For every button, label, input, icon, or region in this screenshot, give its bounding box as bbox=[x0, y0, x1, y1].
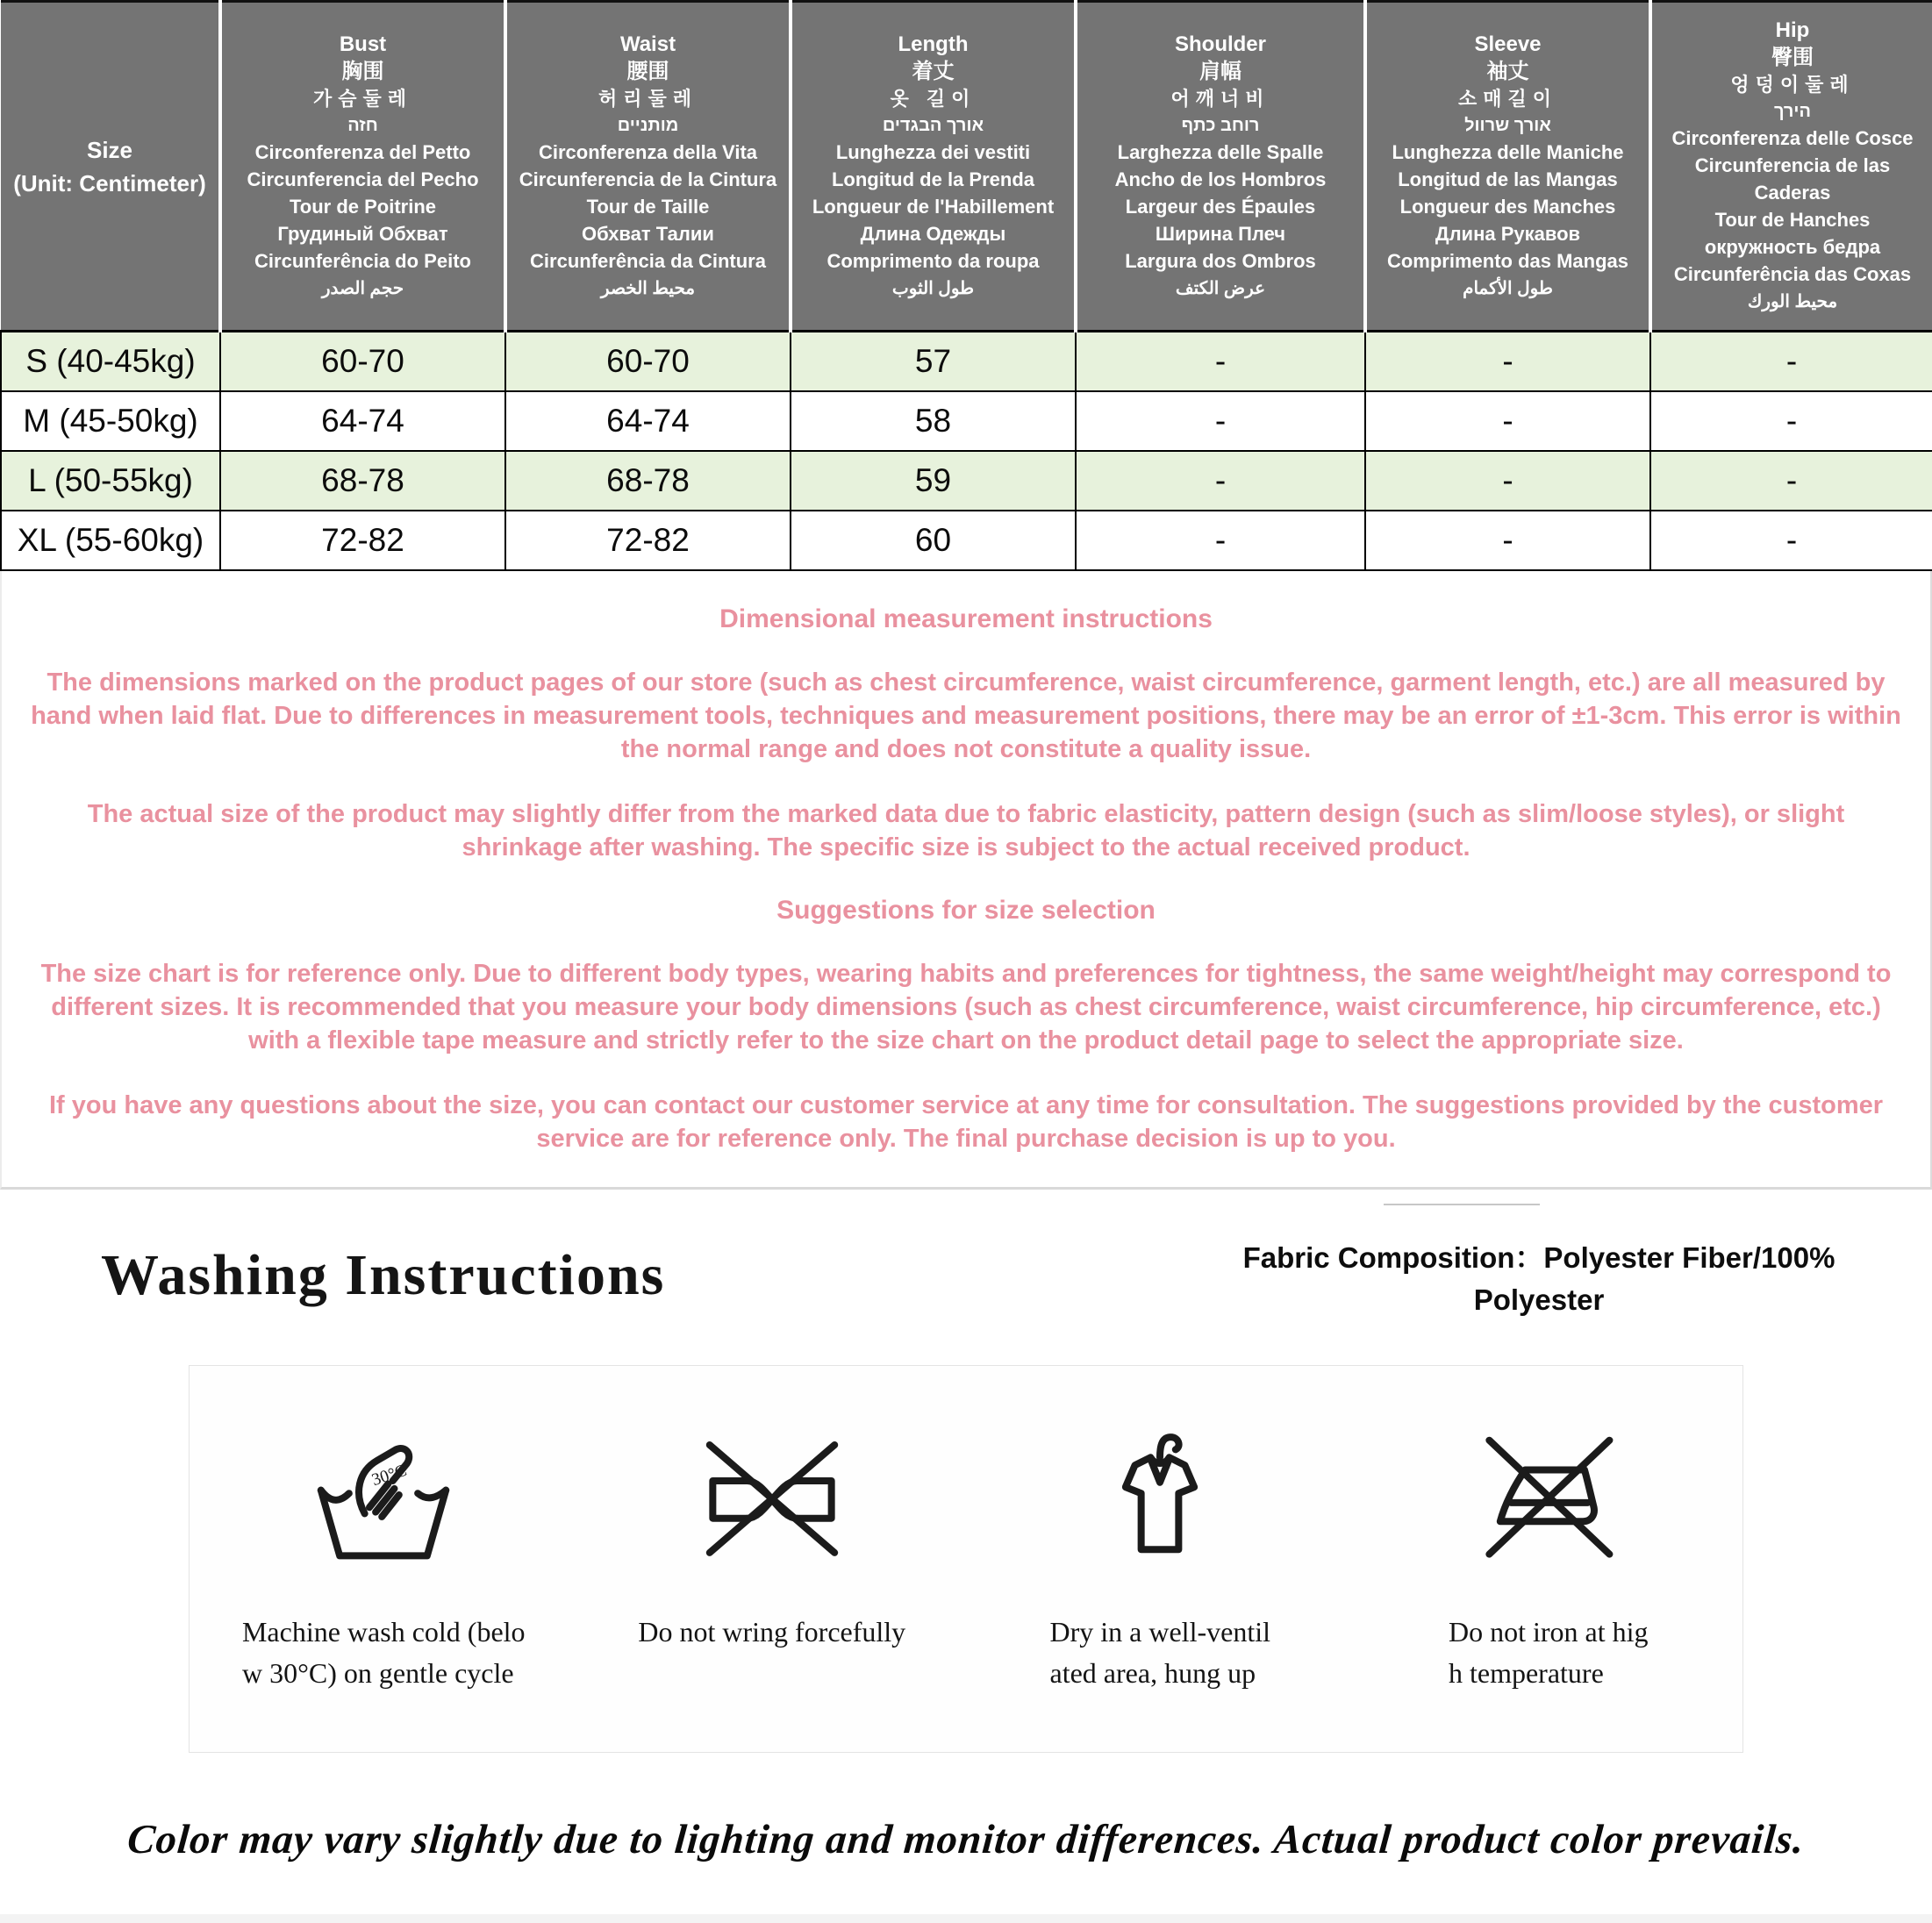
measurement-cell: 72-82 bbox=[220, 511, 505, 570]
header-line: Circunferencia de las Caderas bbox=[1694, 154, 1891, 204]
notes-paragraph: The actual size of the product may slightly differ from the marked data due to fabric elasticity, pattern design (such as slim/loose styles), or slight shrinkage after washing. The specific size is subject to the actual received product. bbox=[87, 800, 1845, 861]
fabric-composition-line: Polyester bbox=[1473, 1283, 1605, 1316]
header-line: Waist bbox=[619, 32, 676, 56]
measurement-cell: 59 bbox=[791, 451, 1076, 511]
header-line: 엉덩이둘레 bbox=[1730, 74, 1855, 96]
header-line: 袖丈 bbox=[1486, 59, 1529, 83]
measurement-cell: 68-78 bbox=[220, 451, 505, 511]
header-line: Bust bbox=[339, 32, 387, 56]
care-symbol-caption bbox=[1449, 1612, 1649, 1694]
measurement-cell: - bbox=[1365, 451, 1650, 511]
care-symbol-item bbox=[966, 1417, 1355, 1694]
header-line: הירך bbox=[1773, 102, 1811, 121]
measurement-cell: 60-70 bbox=[505, 332, 791, 392]
header-line: Длина Рукавов bbox=[1435, 222, 1581, 245]
bottom-strip bbox=[0, 1914, 1932, 1923]
notes-title-suggestions: Suggestions for size selection bbox=[776, 896, 1156, 925]
column-header-waist bbox=[505, 2, 791, 332]
header-line: Hip bbox=[1775, 18, 1810, 42]
notes-paragraph: The dimensions marked on the product pages of our store (such as chest circumference, waist circumference, garment length, etc.) are all measured by hand when laid flat. Due to differences in measurement tools, techniques and measurement positions, there may be an error of ±1-3cm. This error is within the normal range and does not constitute a quality issue. bbox=[31, 668, 1901, 763]
header-line: Circonferenza della Vita bbox=[538, 140, 757, 163]
header-line: Sleeve bbox=[1474, 32, 1542, 56]
measurement-cell: - bbox=[1650, 332, 1932, 392]
measurement-cell: - bbox=[1650, 391, 1932, 451]
measurement-cell: - bbox=[1365, 511, 1650, 570]
do-not-iron-icon bbox=[1470, 1417, 1627, 1573]
header-line: Larghezza delle Spalle bbox=[1117, 140, 1324, 163]
hang-dry-icon bbox=[1082, 1417, 1238, 1573]
column-header-shoulder bbox=[1076, 2, 1365, 332]
header-line: Ancho de los Hombros bbox=[1114, 168, 1327, 190]
size-label: Size bbox=[86, 136, 133, 163]
caption-line: Do not wring forcefully bbox=[638, 1616, 906, 1648]
notes-paragraph: The size chart is for reference only. Due to different body types, wearing habits and preferences for tightness, the same weight/height may correspond to different sizes. It is recommended that you measure your body dimensions (such as chest circumference, waist circumference, hip circumference, etc.) with a flexible tape measure and strictly refer to the size chart on the product detail page to select the appropriate size. bbox=[40, 960, 1892, 1054]
header-line: Circonferenza del Petto bbox=[254, 140, 471, 163]
header-line: Tour de Hanches bbox=[1714, 209, 1871, 231]
header-line: 옷 길이 bbox=[890, 87, 977, 110]
caption-line: Dry in a well-ventil bbox=[1049, 1616, 1270, 1648]
header-line: Грудиный Обхват bbox=[277, 222, 448, 245]
measurement-cell: 64-74 bbox=[505, 391, 791, 451]
header-line: 腰围 bbox=[626, 59, 669, 83]
size-cell: L (50-55kg) bbox=[1, 451, 220, 511]
measurement-cell: 60-70 bbox=[220, 332, 505, 392]
header-line: Circunferencia de la Cintura bbox=[519, 168, 777, 190]
care-symbol-caption bbox=[1050, 1612, 1270, 1694]
header-line: Ширина Плеч bbox=[1155, 222, 1286, 245]
header-line: Circonferenza delle Cosce bbox=[1671, 127, 1914, 149]
svg-text:30°C: 30°C bbox=[369, 1461, 410, 1491]
header-line: حجم الصدر bbox=[321, 278, 404, 298]
size-table bbox=[0, 0, 1932, 571]
header-line: Longitud de las Mangas bbox=[1398, 168, 1618, 190]
header-line: Comprimento da roupa bbox=[826, 249, 1040, 272]
header-line: окружность бедра bbox=[1704, 236, 1881, 258]
header-line: 臀围 bbox=[1771, 46, 1814, 69]
header-line: Shoulder bbox=[1174, 32, 1266, 56]
do-not-wring-icon bbox=[694, 1417, 850, 1573]
header-line: 가슴둘레 bbox=[312, 87, 412, 110]
notes-title-dimensional: Dimensional measurement instructions bbox=[719, 604, 1213, 633]
header-line: 허리둘레 bbox=[597, 87, 698, 110]
fabric-composition bbox=[1241, 1204, 1837, 1321]
care-symbol-caption bbox=[242, 1612, 526, 1694]
header-line: Длина Одежды bbox=[860, 222, 1006, 245]
notes-paragraph: If you have any questions about the size, you can contact our customer service at any time for consultation. The suggestions provided by the customer service are for reference only. The final purchase decision is up to you. bbox=[48, 1091, 1884, 1153]
header-line: 胸围 bbox=[341, 59, 384, 83]
header-line: Tour de Poitrine bbox=[289, 195, 437, 218]
header-line: Largeur des Épaules bbox=[1125, 195, 1316, 218]
header-line: Circunferência das Coxas bbox=[1673, 263, 1912, 285]
header-line: عرض الكتف bbox=[1175, 278, 1266, 298]
caption-line: Do not iron at hig bbox=[1448, 1616, 1649, 1648]
measurement-cell: - bbox=[1365, 391, 1650, 451]
header-line: Largura dos Ombros bbox=[1125, 249, 1316, 272]
header-line: Circunferencia del Pecho bbox=[247, 168, 479, 190]
washing-instructions-title: Washing Instructions bbox=[101, 1243, 666, 1307]
care-symbol-caption bbox=[638, 1612, 905, 1653]
column-header-bust bbox=[220, 2, 505, 332]
header-line: طول الأكمام bbox=[1463, 278, 1553, 298]
measurement-cell: - bbox=[1076, 391, 1365, 451]
measurement-cell: 60 bbox=[791, 511, 1076, 570]
header-line: Обхват Талии bbox=[582, 222, 714, 245]
table-body bbox=[1, 332, 1932, 571]
header-line: Longueur des Manches bbox=[1399, 195, 1616, 218]
size-cell: S (40-45kg) bbox=[1, 332, 220, 392]
measurement-cell: - bbox=[1076, 451, 1365, 511]
table-row bbox=[1, 391, 1932, 451]
header-line: אורך הבגדים bbox=[882, 115, 984, 135]
washing-instructions-section bbox=[0, 1190, 1932, 1923]
fabric-composition-line: Fabric Composition：Polyester Fiber/100% bbox=[1242, 1241, 1835, 1274]
header-line: Longitud de la Prenda bbox=[831, 168, 1034, 190]
unit-label: (Unit: Centimeter) bbox=[13, 169, 206, 197]
header-line: 소매길이 bbox=[1457, 87, 1557, 110]
caption-line: h temperature bbox=[1448, 1657, 1604, 1689]
header-line: מותניים bbox=[617, 115, 679, 135]
table-row bbox=[1, 511, 1932, 570]
header-line: 着丈 bbox=[912, 59, 955, 83]
header-line: محيط الورك bbox=[1747, 292, 1838, 311]
caption-line: w 30°C) on gentle cycle bbox=[241, 1657, 514, 1689]
measurement-cell: 64-74 bbox=[220, 391, 505, 451]
column-header-hip bbox=[1650, 2, 1932, 332]
size-cell: M (45-50kg) bbox=[1, 391, 220, 451]
caption-line: Machine wash cold (belo bbox=[241, 1616, 526, 1648]
machine-wash-cold-icon bbox=[305, 1417, 462, 1573]
measurement-cell: 68-78 bbox=[505, 451, 791, 511]
divider-line bbox=[1384, 1204, 1540, 1205]
color-disclaimer-note: Color may vary slightly due to lighting and monitor differences. Actual product color prevails. bbox=[125, 1817, 1807, 1862]
header-line: אורך שרוול bbox=[1464, 115, 1551, 135]
header-line: Comprimento das Mangas bbox=[1386, 249, 1629, 272]
measurement-cell: 58 bbox=[791, 391, 1076, 451]
measurement-cell: 72-82 bbox=[505, 511, 791, 570]
header-line: רוחב כתף bbox=[1181, 115, 1260, 135]
header-line: Longueur de l'Habillement bbox=[812, 195, 1055, 218]
header-line: חזה bbox=[347, 115, 378, 135]
header-line: 肩幅 bbox=[1199, 59, 1241, 83]
care-symbols-box bbox=[189, 1365, 1743, 1753]
table-row bbox=[1, 332, 1932, 392]
measurement-cell: - bbox=[1076, 511, 1365, 570]
size-cell: XL (55-60kg) bbox=[1, 511, 220, 570]
measurement-cell: - bbox=[1365, 332, 1650, 392]
measurement-cell: - bbox=[1650, 511, 1932, 570]
care-symbol-item bbox=[1355, 1417, 1743, 1694]
header-line: Circunferência da Cintura bbox=[530, 249, 766, 272]
column-header-sleeve bbox=[1365, 2, 1650, 332]
header-line: Length bbox=[898, 32, 969, 56]
table-row bbox=[1, 451, 1932, 511]
header-line: Tour de Taille bbox=[586, 195, 710, 218]
fabric-composition-text bbox=[1241, 1237, 1837, 1321]
header-line: طول الثوب bbox=[891, 278, 975, 298]
measurement-notes-section bbox=[0, 571, 1932, 1190]
table-header-row bbox=[1, 2, 1932, 332]
caption-line: ated area, hung up bbox=[1049, 1657, 1256, 1689]
measurement-cell: - bbox=[1650, 451, 1932, 511]
header-line: 어깨너비 bbox=[1170, 87, 1270, 110]
column-header-length bbox=[791, 2, 1076, 332]
header-line: Lunghezza delle Maniche bbox=[1392, 140, 1624, 163]
measurement-cell: - bbox=[1076, 332, 1365, 392]
care-symbol-item bbox=[578, 1417, 967, 1694]
measurement-cell: 57 bbox=[791, 332, 1076, 392]
care-symbol-item bbox=[190, 1417, 578, 1694]
header-line: محيط الخصر bbox=[600, 278, 696, 298]
header-line: Lunghezza dei vestiti bbox=[835, 140, 1031, 163]
header-line: Circunferência do Peito bbox=[254, 249, 471, 272]
size-unit-header bbox=[1, 2, 220, 332]
